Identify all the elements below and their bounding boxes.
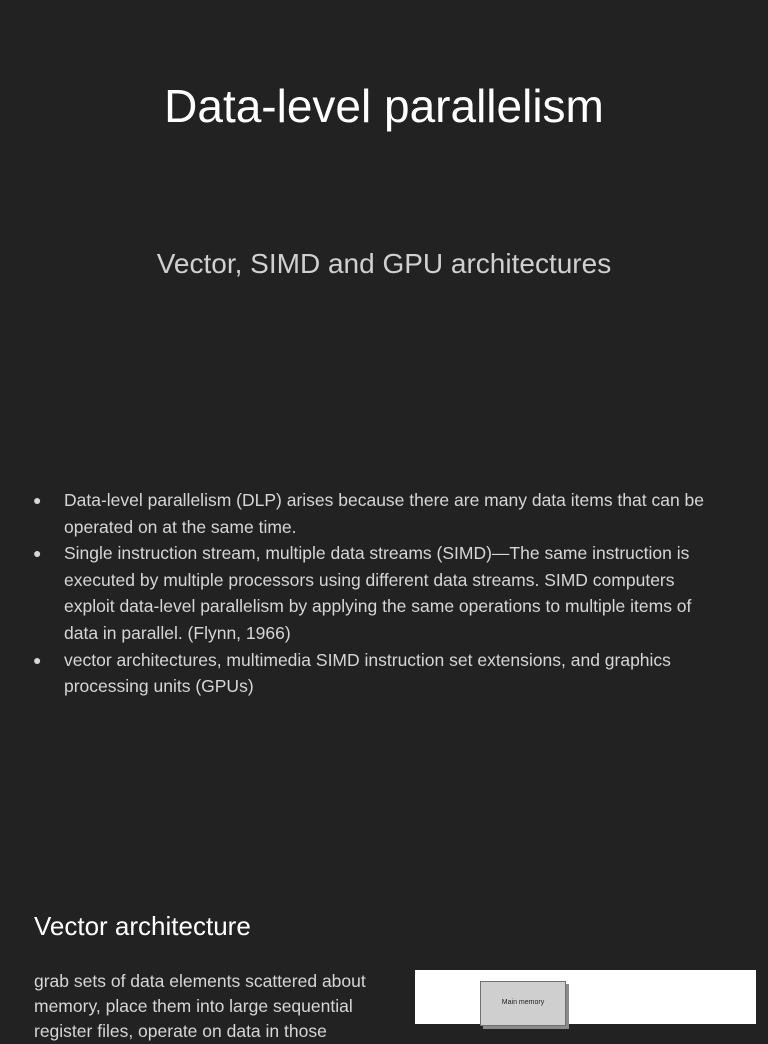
slide-subtitle: Vector, SIMD and GPU architectures xyxy=(156,248,612,279)
bullet-text: Data-level parallelism (DLP) arises because there are many data items that can be operated on at the same time. xyxy=(64,490,705,537)
vector-architecture-diagram xyxy=(415,970,756,1024)
bullet-item xyxy=(0,647,768,700)
bullet-item xyxy=(0,487,768,540)
main-memory-box xyxy=(480,981,566,1026)
bullet-text: Single instruction stream, multiple data streams (SIMD)—The same instruction is executed by multiple processors using different data streams. SIMD computers exploit data-level parallelism by applying the same operations to multiple items of data in parallel. (Flynn, 1966) xyxy=(64,543,692,643)
section-heading: Vector architecture xyxy=(34,911,251,941)
bullet-dot-icon: ● xyxy=(33,651,42,668)
bullet-dot-icon: ● xyxy=(33,545,42,562)
bullet-text: vector architectures, multimedia SIMD instruction set extensions, and graphics processing units (GPUs) xyxy=(64,649,671,697)
bullet-item xyxy=(0,540,768,646)
slide-title: Data-level parallelism xyxy=(164,80,604,132)
main-memory-label: Main memory xyxy=(501,999,545,1006)
bullet-list xyxy=(0,487,768,700)
section-body-text: grab sets of data elements scattered about memory, place them into large sequential register files, operate on data in those xyxy=(34,971,366,1041)
bullet-dot-icon: ● xyxy=(33,492,42,508)
